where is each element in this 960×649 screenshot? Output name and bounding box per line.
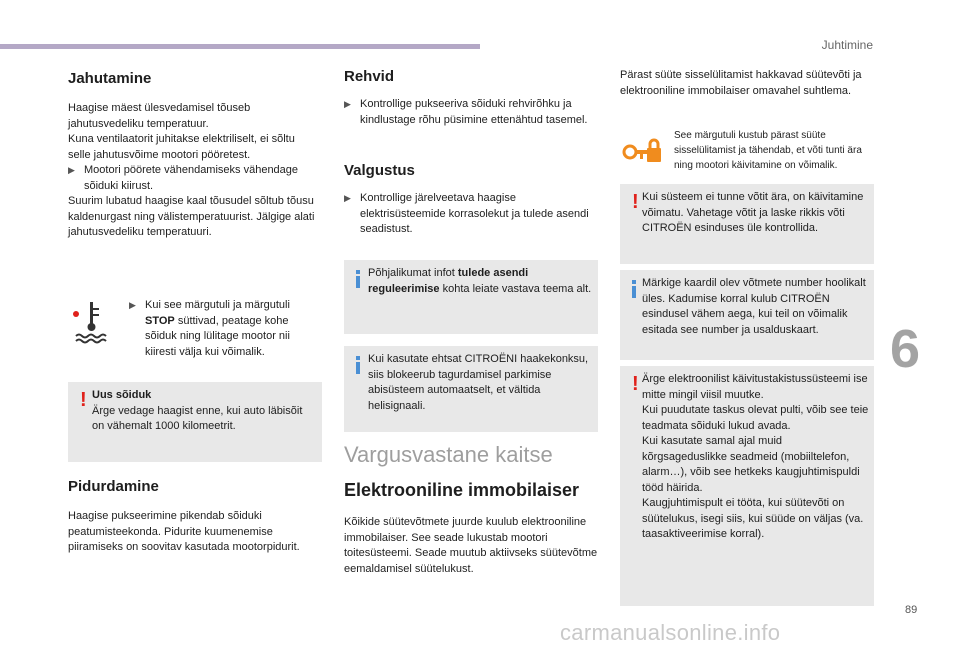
tyres-section (344, 68, 594, 128)
chapter-title: Juhtimine (821, 38, 873, 52)
theft-title: Vargusvastane kaitse (344, 442, 553, 467)
immobiliser-section (344, 480, 604, 577)
watermark-site: carmanualsonline.info (560, 620, 781, 645)
new-car-title: Uus sõiduk (92, 389, 152, 401)
headlamp-info-box: Põhjalikumat infot tulede asendi reguleerimise kohta leiate vastava teema alt. (344, 260, 598, 334)
warning-exclamation-icon: ! (632, 191, 639, 213)
warning-exclamation-icon: ! (632, 373, 639, 395)
headlamp-adjust-label: tulede asendi reguleerimise (368, 267, 529, 295)
warning-exclamation-icon: ! (80, 389, 87, 411)
lighting-title: Valgustus (344, 162, 415, 179)
theft-section (344, 442, 604, 467)
stop-label: STOP (145, 314, 175, 327)
cooling-p2: Kuna ventilaatorit juhitakse elektriliselt, ei sõltu selle jahutusvõime mootori pööretest. (68, 133, 295, 161)
lock-light-note: See märgutuli kustub pärast süüte sisselülitamist ja tähendab, et võti tunti ära ning mootori käivitamine on võimalik. (674, 130, 862, 171)
lighting-section (344, 162, 594, 238)
new-car-warning-box (68, 382, 322, 462)
bullet-arrow-icon: ▶ (68, 165, 75, 175)
chapter-number: 6 (890, 319, 921, 379)
braking-text: Haagise pukseerimine pikendab sõiduki peatumisteekonda. Pidurite kuumenemise piiramiseks on soovitav kasutada mootorpidurit. (68, 510, 300, 553)
bullet-arrow-icon: ▶ (344, 193, 351, 203)
key-recognition-warning-box: ! Kui süsteem ei tunne võtit ära, on käivitamine võimatu. Vahetage võtit ja laske rikkis võti CITROËN esinduses üle kontrollida. (620, 184, 874, 264)
key-lock-icon (621, 136, 663, 168)
immobiliser-intro: Pärast süüte sisselülitamist hakkavad süütevõti ja elektrooniline immobilaiser omavahel suhtlema. (620, 69, 862, 97)
towbar-info-box (344, 346, 598, 432)
cooling-p3: Suurim lubatud haagise kaal tõusudel sõltub tõusu kaldenurgast ning välistemperatuurist. Jälgige alati jahutusvedeliku temperatuuri. (68, 195, 315, 238)
tyres-title: Rehvid (344, 68, 395, 85)
header-bar (0, 44, 480, 49)
page-number: 89 (905, 604, 918, 616)
immobiliser-text: Kõikide süütevõtmete juurde kuulub elektrooniline immobilaiser. See seade lukustab mootori toitesüsteemi. Seade muutub aktiivseks süütevõtme eemaldamisel süütelukust. (344, 516, 598, 575)
bullet-arrow-icon: ▶ (344, 99, 351, 109)
coolant-temperature-icon (72, 300, 112, 344)
info-icon (356, 270, 360, 288)
lighting-bullet: ▶ Kontrollige järelveetava haagise elektrisüsteemide korrasolekut ja tulede asendi seadistust. (344, 192, 589, 235)
cooling-bullet: ▶ Mootori pöörete vähendamiseks vähendage sõiduki kiirust. (68, 164, 299, 192)
braking-section (68, 478, 318, 556)
new-car-text: Ärge vedage haagist enne, kui auto läbisõit on vähemalt 1000 kilomeetrit. (92, 404, 303, 432)
cooling-p1: Haagise mäest ülesvedamisel tõuseb jahutusvedeliku temperatuur. (68, 102, 251, 130)
info-icon (356, 356, 360, 374)
warning-light-note: ▶ Kui see märgutuli ja märgutuli STOP süttivad, peatage kohe sõiduk ning lülitage mootor nii kiiresti välja kui võimalik. (129, 299, 290, 358)
towbar-info-text: Kui kasutate ehtsat CITROËNI haakekonksu, siis blokeerub tagurdamisel parkimise abisüsteem automaatselt, et vältida helisignaali. (368, 353, 589, 412)
immobiliser-warning-box: ! Ärge elektroonilist käivitustakistussüsteemi ise mitte mingil viisil muutke. Kui puudutate taskus olevat pulti, võib see teie teadmata sõiduki lukud avada. Kui kasutate samal ajal muid kõrgsageduslikke seadmeid (mobiiltelefon, alarm…), võib see hetkeks kaugjuhtimispuldi tööd häirida. Kaugjuhtimispult ei tööta, kui süütevõti on süütelukus, isegi siis, kui süüde on väljas (va. taasaktiveerimise korral). (620, 366, 874, 606)
cooling-section (68, 70, 318, 241)
bullet-arrow-icon: ▶ (129, 300, 136, 310)
info-icon (632, 280, 636, 298)
cooling-title: Jahutamine (68, 70, 152, 87)
key-number-info-box: Märkige kaardil olev võtmete number hoolikalt üles. Kadumise korral kulub CITROËN esindusel vähem aega, kui teil on võimalik esitada see number ja usalduskaart. (620, 270, 874, 360)
braking-title: Pidurdamine (68, 478, 159, 495)
tyres-bullet: ▶ Kontrollige pukseeriva sõiduki rehvirõhku ja kindlustage rõhu püsimine ettenähtud tasemel. (344, 98, 588, 126)
immobiliser-title: Elektrooniline immobilaiser (344, 480, 580, 500)
